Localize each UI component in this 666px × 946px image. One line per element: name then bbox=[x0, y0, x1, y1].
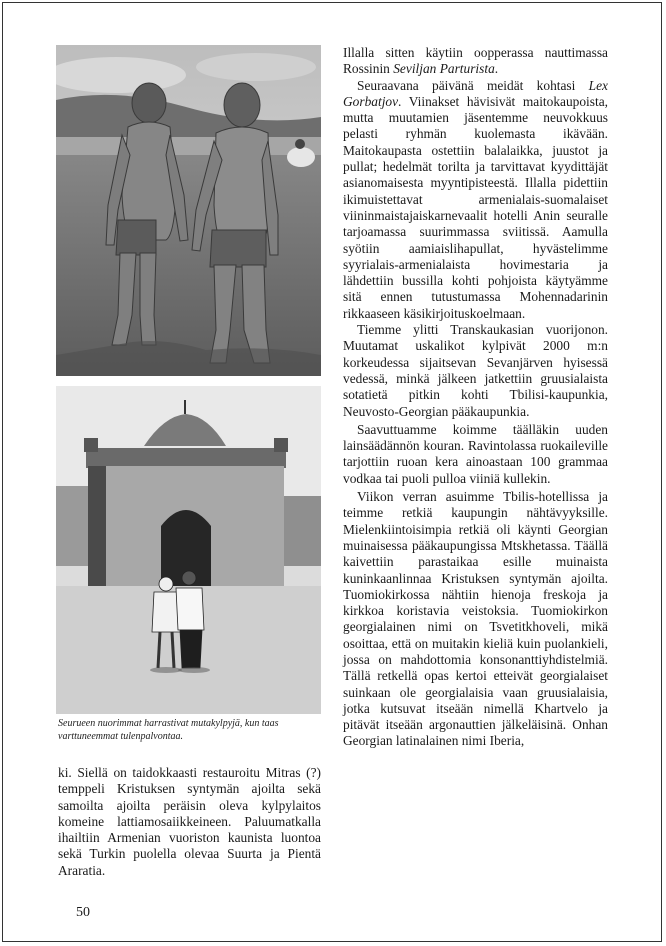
page-number: 50 bbox=[76, 905, 90, 920]
paragraph-gorbatjov: Seuraavana päivänä meidät kohtasi Lex Gorbatjov. Viinakset hävisivät maitokaupoista, mutta muutamien jäsentemme neuvokkuus pelasti ryhmän kuolemasta ikävään. Maitokaupasta ostettiin balalaikka, juustot ja pullat; hedelmät torilta ja tarvittavat kyydittäjät asianomaisesta myyntipisteestä. Illalla pidettiin ikimuistettavat armenialais-suomalaiset viininmaistajaiskarnevaalit hotelli Anin seuralle tarjoamassa suurimmassa sviitissä. Aamulla syötiin aamiaislihapullat, hyvästelimme syyrialais-armenialaista hovimestaria ja lähdettiin bussilla kohti pohjoista käytyämme sitä ennen tutustumassa Mohennadarinin rikkaaseen käsikirjoituskoelmaan. bbox=[343, 77, 608, 321]
left-column bbox=[58, 765, 321, 879]
left-paragraph: ki. Siellä on taidokkaasti restauroitu Mitras (?) temppeli Kristuksen syntymän ajoilta sekä samoilta ajoilta peräisin oleva kylpylaitos komeine lattiamosaiikkeineen. Paluumatkalla ihailtiin Armenian vuoriston kaunista luontoa sekä Turkin puolella olevaa Suurta ja Pientä Araratia. bbox=[58, 765, 321, 878]
paragraph-mountains: Tiemme ylitti Transkaukasian vuorijonon. Muutamat uskalikot kylpivät 2000 m:n korkeudessa sijaitsevan Sevanjärven hyisessä vedessä, minkä jälkeen jatkettiin gruusialaista sotatietä pitkin kohti Tbilisi-kaupunkia, Neuvosto-Georgian pääkaupunkia. bbox=[343, 322, 608, 419]
law-name: Lex Gorbatjov bbox=[343, 77, 608, 109]
fire-temple-photo-icon bbox=[56, 386, 321, 714]
opera-title: Seviljan Parturista bbox=[393, 61, 495, 77]
photo-caption: Seurueen nuorimmat harrastivat mutakylpyjä, kun taas varttuneemmat tulenpalvontaa. bbox=[58, 718, 279, 742]
mud-bath-photo bbox=[56, 45, 321, 376]
paragraph-opera: Illalla sitten käytiin oopperassa nauttimassa Rossinin Seviljan Parturista. bbox=[343, 45, 608, 77]
right-column bbox=[343, 45, 608, 750]
paragraph-tbilisi: Viikon verran asuimme Tbilis-hotellissa ja teimme retkiä kaupungin nähtävyyksille. Mielenkiintoisimpia retkiä oli käynti Georgian muinaisessa pääkaupungissa Mtskhetassa. Täällä kaivettiin parastaikaa esille muinaista kuninkaanlinnaa Kristuksen syntymän ajoilta. Tuomiokirkossa nähtiin hienoja freskoja ja kirkkoa koristavia veistoksia. Tuomiokirkon georgialainen nimi on Tsvetitkhoveli, mikä osoittaa, että on muitakin kieliä kuin puolankieli, jossa on mahdottomia konsonanttiyhdistelmiä. Tällä retkellä opas kertoi etteivät georgialaiset suinkaan ole georgialaisia vaan gruusialaisia, jotka kutsuvat itseään nimellä Khartvelo ja pitävät itseään argonauttien jälkeläisinä. Onhan Georgian latinalainen nimi Iberia, bbox=[343, 489, 608, 749]
paragraph-legislation: Saavuttuamme koimme täälläkin uuden lainsäädännön kouran. Ravintolassa ruokaileville tarjottiin ruoan kera ainoastaan 100 grammaa vodkaa tai puoli pulloa viiniä kullekin. bbox=[343, 421, 608, 486]
mud-bath-children-photo-icon bbox=[56, 45, 321, 376]
fire-temple-photo bbox=[56, 386, 321, 714]
